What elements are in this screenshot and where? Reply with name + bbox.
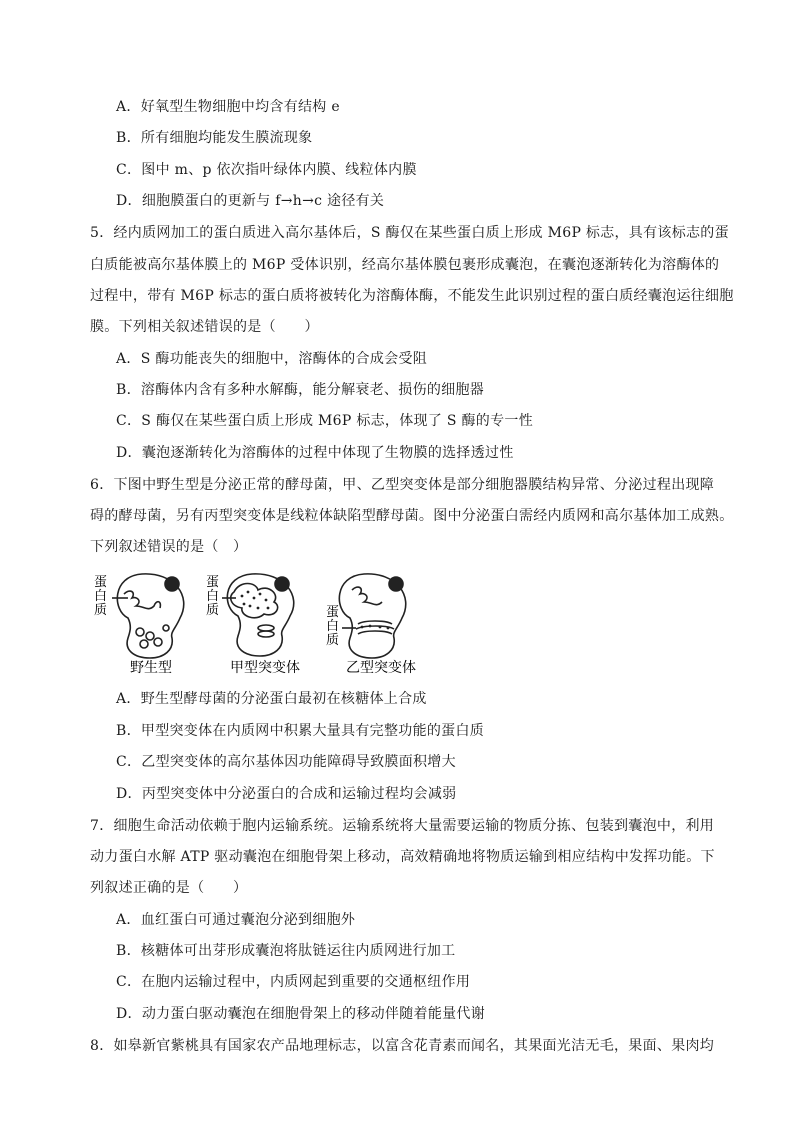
q4-option-d: D．细胞膜蛋白的更新与 f→h→c 途径有关	[116, 193, 385, 209]
type-b-enlarged-golgi	[356, 621, 394, 634]
q6-stem-line-2: 碍的酵母菌，另有丙型突变体是线粒体缺陷型酵母菌。图中分泌蛋白需经内质网和高尔基体加工成熟。	[90, 508, 734, 524]
q7-stem-line-2: 动力蛋白水解 ATP 驱动囊泡在细胞骨架上移动，高效精确地将物质运输到相应结构中发挥功能。下	[90, 849, 715, 865]
q6-option-b: B．甲型突变体在内质网中积累大量具有完整功能的蛋白质	[116, 723, 485, 739]
wildtype-protein-label-2: 白	[94, 589, 108, 604]
type-a-protein-label-3: 质	[206, 603, 220, 618]
q7-option-b: B．核糖体可出芽形成囊泡将肽链运往内质网进行加工	[116, 943, 456, 959]
q5-option-a: A．S 酶功能丧失的细胞中，溶酶体的合成会受阻	[116, 351, 428, 367]
type-b-er	[352, 587, 382, 605]
q7-option-a: A．血红蛋白可通过囊泡分泌到细胞外	[116, 912, 356, 928]
yeast-secretion-figure	[90, 566, 450, 676]
caption-type-b: 乙型突变体	[346, 660, 416, 676]
type-b-protein-label-3: 质	[326, 633, 340, 648]
wildtype-vesicle	[163, 625, 169, 631]
q5-option-c: C．S 酶仅在某些蛋白质上形成 M6P 标志，体现了 S 酶的专一性	[116, 413, 534, 429]
caption-type-a: 甲型突变体	[230, 660, 300, 676]
q7-option-d: D．动力蛋白驱动囊泡在细胞骨架上的移动伴随着能量代谢	[116, 1006, 486, 1022]
q7-stem-line-3: 列叙述正确的是（ ）	[90, 880, 248, 896]
type-a-swollen-er	[231, 584, 278, 618]
wildtype-vesicle	[154, 638, 162, 646]
type-a-nucleus	[275, 577, 289, 591]
wildtype-vesicle	[136, 628, 144, 636]
q4-option-b: B．所有细胞均能发生膜流现象	[116, 130, 313, 146]
q8-stem-line-1: 8．如皋新官紫桃具有国家农产品地理标志，以富含花青素而闻名，其果面光洁无毛，果面、果肉均	[90, 1038, 715, 1054]
type-a-protein-label-2: 白	[206, 589, 220, 604]
q5-stem-line-1: 5．经内质网加工的蛋白质进入高尔基体后，S 酶仅在某些蛋白质上形成 M6P 标志，具有该标志的蛋	[90, 225, 729, 241]
wildtype-protein-label-3: 质	[94, 603, 108, 618]
type-a-golgi	[258, 631, 274, 637]
q7-option-c: C．在胞内运输过程中，内质网起到重要的交通枢纽作用	[116, 974, 471, 990]
q5-option-d: D．囊泡逐渐转化为溶酶体的过程中体现了生物膜的选择透过性	[116, 445, 514, 461]
type-a-golgi	[258, 625, 274, 631]
q6-option-d: D．丙型突变体中分泌蛋白的合成和运输过程均会减弱	[116, 786, 457, 802]
type-b-protein-label-1: 蛋	[326, 605, 340, 620]
q5-stem-line-3: 过程中，带有 M6P 标志的蛋白质将被转化为溶酶体酶，不能发生此识别过程的蛋白质经囊泡运往细胞	[90, 288, 734, 304]
wildtype-protein-label-1: 蛋	[94, 575, 108, 590]
type-a-accumulated-protein	[241, 591, 270, 610]
type-b-nucleus	[389, 577, 403, 591]
type-b-protein-label-2: 白	[326, 619, 340, 634]
q6-option-c: C．乙型突变体的高尔基体因功能障碍导致膜面积增大	[116, 754, 456, 770]
wildtype-vesicle	[146, 632, 154, 640]
q5-stem-line-4: 膜。下列相关叙述错误的是（ ）	[90, 319, 319, 335]
type-a-protein-label-1: 蛋	[206, 575, 220, 590]
q7-stem-line-1: 7．细胞生命活动依赖于胞内运输系统。运输系统将大量需要运输的物质分拣、包装到囊泡中，利用	[90, 818, 715, 834]
q4-option-a: A．好氧型生物细胞中均含有结构 e	[116, 99, 340, 115]
wildtype-vesicle	[140, 640, 148, 648]
wildtype-er	[124, 591, 160, 609]
q5-stem-line-2: 白质能被高尔基体膜上的 M6P 受体识别，经高尔基体膜包裹形成囊泡，在囊泡逐渐转化为溶酶体的	[90, 257, 720, 273]
q5-option-b: B．溶酶体内含有多种水解酶，能分解衰老、损伤的细胞器	[116, 382, 485, 398]
q6-stem-line-3: 下列叙述错误的是（ ）	[90, 539, 248, 555]
caption-wildtype: 野生型	[130, 660, 172, 676]
q6-option-a: A．野生型酵母菌的分泌蛋白最初在核糖体上合成	[116, 691, 427, 707]
wildtype-nucleus	[165, 577, 179, 591]
yeast-figure-svg	[90, 566, 450, 676]
q4-option-c: C．图中 m、p 依次指叶绿体内膜、线粒体内膜	[116, 162, 417, 178]
q6-stem-line-1: 6．下图中野生型是分泌正常的酵母菌，甲、乙型突变体是部分细胞器膜结构异常、分泌过程出现障	[90, 477, 715, 493]
